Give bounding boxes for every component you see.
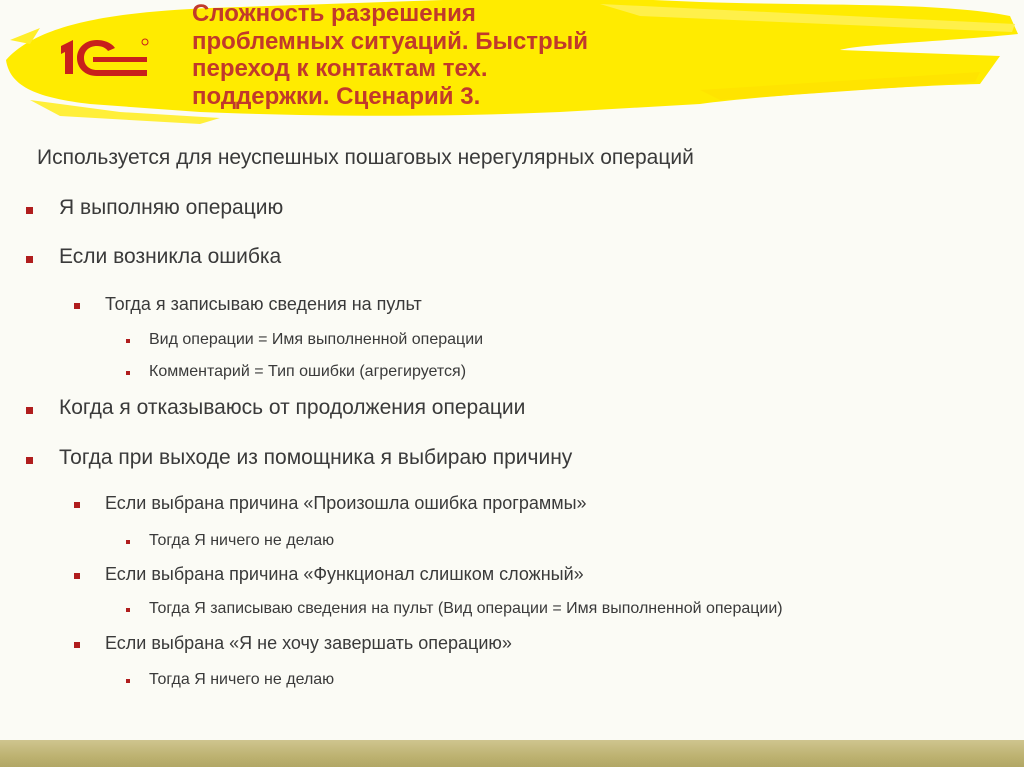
list-item-text: Тогда Я ничего не делаю xyxy=(149,671,335,688)
title-line: переход к контактам тех. xyxy=(192,55,488,82)
bullet-icon xyxy=(26,407,33,414)
list-item-text: Тогда Я ничего не делаю xyxy=(149,532,335,549)
list-item-text: Если выбрана «Я не хочу завершать операцию» xyxy=(105,633,512,653)
bullet-icon xyxy=(74,642,80,648)
bullet-icon xyxy=(26,256,33,263)
list-item xyxy=(105,633,512,654)
bullet-icon xyxy=(26,457,33,464)
list-item xyxy=(105,493,587,514)
list-item-text: Если возникла ошибка xyxy=(59,245,282,268)
title-line: поддержки. Сценарий 3. xyxy=(192,82,481,110)
list-item-text: Когда я отказываюсь от продолжения операции xyxy=(59,396,526,419)
list-item xyxy=(149,532,334,550)
list-item xyxy=(149,331,483,349)
list-item xyxy=(149,671,334,689)
bullet-icon xyxy=(126,339,130,343)
list-item-text: Тогда Я записываю сведения на пульт (Вид операции = Имя выполненной операции) xyxy=(149,600,783,617)
list-item xyxy=(149,600,783,618)
title-line: проблемных ситуаций. Быстрый xyxy=(192,27,588,55)
bullet-icon xyxy=(126,679,130,683)
title-line: Сложность разрешения xyxy=(192,0,476,27)
footer-bar xyxy=(0,740,1024,767)
list-item xyxy=(59,245,281,269)
list-item-text: Комментарий = Тип ошибки (агрегируется) xyxy=(149,363,467,380)
list-item xyxy=(59,396,525,420)
list-item xyxy=(149,363,466,381)
list-item xyxy=(105,564,584,585)
list-item-text: Тогда я записываю сведения на пульт xyxy=(105,294,422,314)
bullet-icon xyxy=(74,573,80,579)
bullet-icon xyxy=(74,502,80,508)
list-item xyxy=(105,294,422,315)
1c-logo xyxy=(57,36,153,80)
bullet-icon xyxy=(74,303,80,309)
list-item xyxy=(59,196,283,220)
bullet-icon xyxy=(26,207,33,214)
slide-title xyxy=(192,0,712,110)
intro-text: Используется для неуспешных пошаговых нерегулярных операций xyxy=(37,146,694,169)
bullet-icon xyxy=(126,540,130,544)
list-item-text: Я выполняю операцию xyxy=(59,196,284,219)
list-item-text: Тогда при выходе из помощника я выбираю причину xyxy=(59,446,573,469)
list-item-text: Если выбрана причина «Произошла ошибка программы» xyxy=(105,493,587,513)
list-item-text: Если выбрана причина «Функционал слишком сложный» xyxy=(105,564,584,584)
bullet-icon xyxy=(126,608,130,612)
list-item-text: Вид операции = Имя выполненной операции xyxy=(149,331,484,348)
bullet-icon xyxy=(126,371,130,375)
list-item xyxy=(59,446,572,470)
